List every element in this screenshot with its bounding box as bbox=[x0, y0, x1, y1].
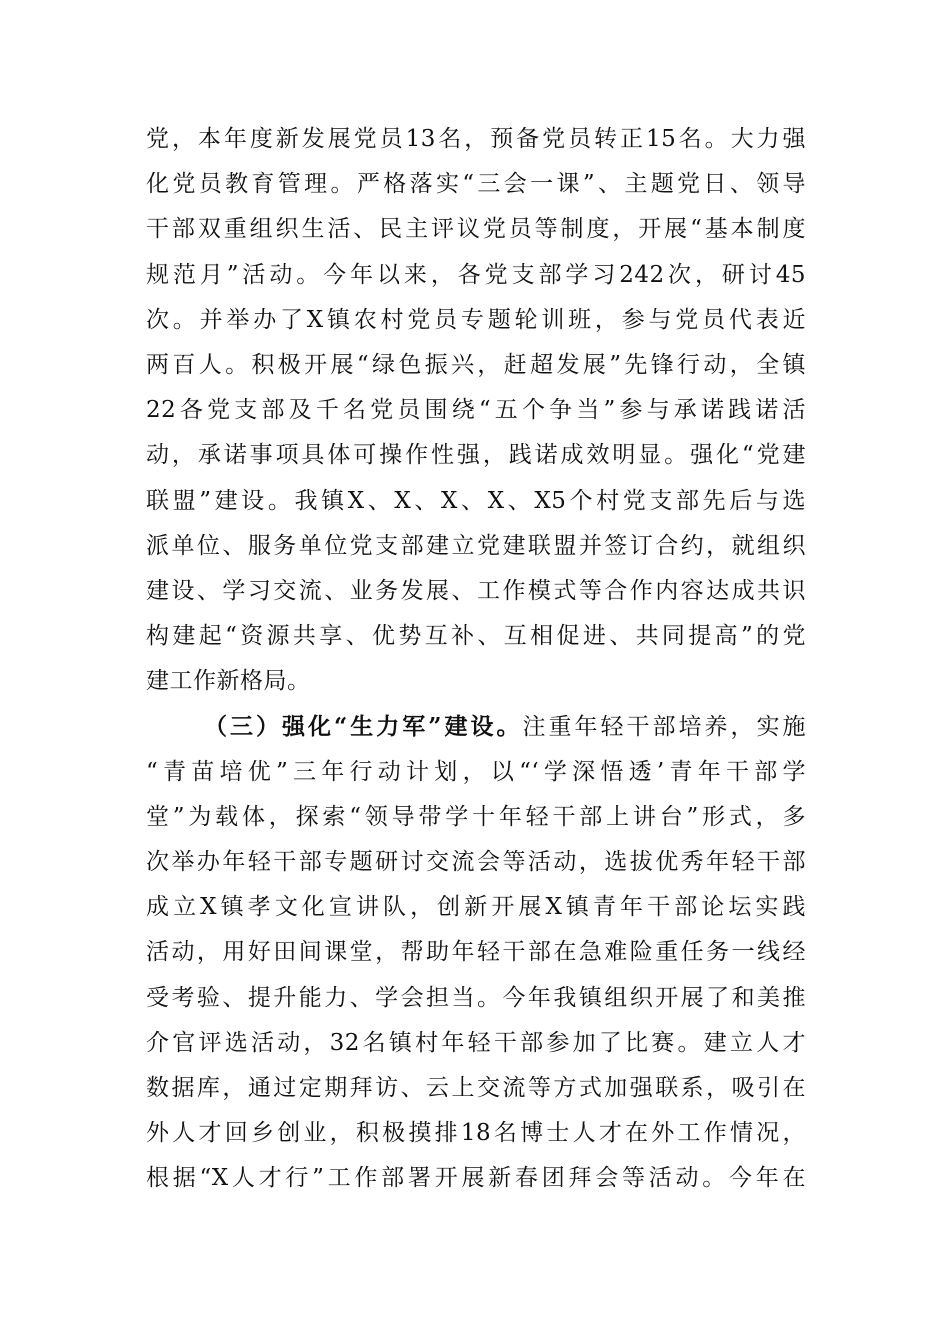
text-line: 外人才回乡创业，积极摸排18名博士人才在外工作情况， bbox=[146, 1120, 806, 1147]
text-line: 党，本年度新发展党员13名，预备党员转正15名。大力强 bbox=[146, 126, 806, 152]
section-heading-continuation: 注重年轻干部培养，实施 bbox=[522, 714, 806, 741]
text-line: 两百人。积极开展“绿色振兴，赶超发展”先锋行动，全镇 bbox=[146, 351, 806, 378]
text-line: 动，承诺事项具体可操作性强，践诺成效明显。强化“党建 bbox=[146, 442, 806, 469]
text-line: 构建起“资源共享、优势互补、互相促进、共同提高”的党 bbox=[146, 623, 806, 650]
text-line: 堂”为载体，探索“领导带学十年轻干部上讲台”形式，多 bbox=[146, 803, 806, 830]
text-line: 化党员教育管理。严格落实“三会一课”、主题党日、领导 bbox=[146, 171, 806, 198]
text-line: 联盟”建设。我镇X、X、X、X、X5个村党支部先后与选 bbox=[146, 487, 806, 514]
text-line: 22各党支部及千名党员围绕“五个争当”参与承诺践诺活 bbox=[146, 397, 806, 424]
text-line: “青苗培优”三年行动计划，以“‘学深悟透’青年干部学 bbox=[146, 758, 806, 785]
text-line: 介官评选活动，32名镇村年轻干部参加了比赛。建立人才 bbox=[146, 1029, 806, 1056]
text-line: 受考验、提升能力、学会担当。今年我镇组织开展了和美推 bbox=[146, 984, 806, 1011]
text-line: 干部双重组织生活、民主评议党员等制度，开展“基本制度 bbox=[146, 216, 806, 243]
text-line: 规范月”活动。今年以来，各党支部学习242次，研讨45 bbox=[146, 261, 806, 288]
text-line: 活动，用好田间课堂，帮助年轻干部在急难险重任务一线经 bbox=[146, 939, 806, 966]
text-line: 建设、学习交流、业务发展、工作模式等合作内容达成共识 bbox=[146, 577, 806, 604]
document-body bbox=[146, 117, 806, 1202]
section-heading-line bbox=[146, 704, 806, 749]
text-line: 建工作新格局。 bbox=[146, 668, 311, 695]
text-line: 数据库，通过定期拜访、云上交流等方式加强联系，吸引在 bbox=[146, 1074, 806, 1101]
section-heading: （三）强化“生力军”建设。 bbox=[204, 713, 523, 741]
text-line: 派单位、服务单位党支部建立党建联盟并签订合约，就组织 bbox=[146, 532, 806, 559]
text-line: 次举办年轻干部专题研讨交流会等活动，选拔优秀年轻干部 bbox=[146, 849, 806, 875]
text-line: 次。并举办了X镇农村党员专题轮训班，参与党员代表近 bbox=[146, 306, 806, 333]
text-line: 成立X镇孝文化宣讲队，创新开展X镇青年干部论坛实践 bbox=[146, 894, 806, 921]
text-line: 根据“X人才行”工作部署开展新春团拜会等活动。今年在 bbox=[146, 1165, 806, 1192]
